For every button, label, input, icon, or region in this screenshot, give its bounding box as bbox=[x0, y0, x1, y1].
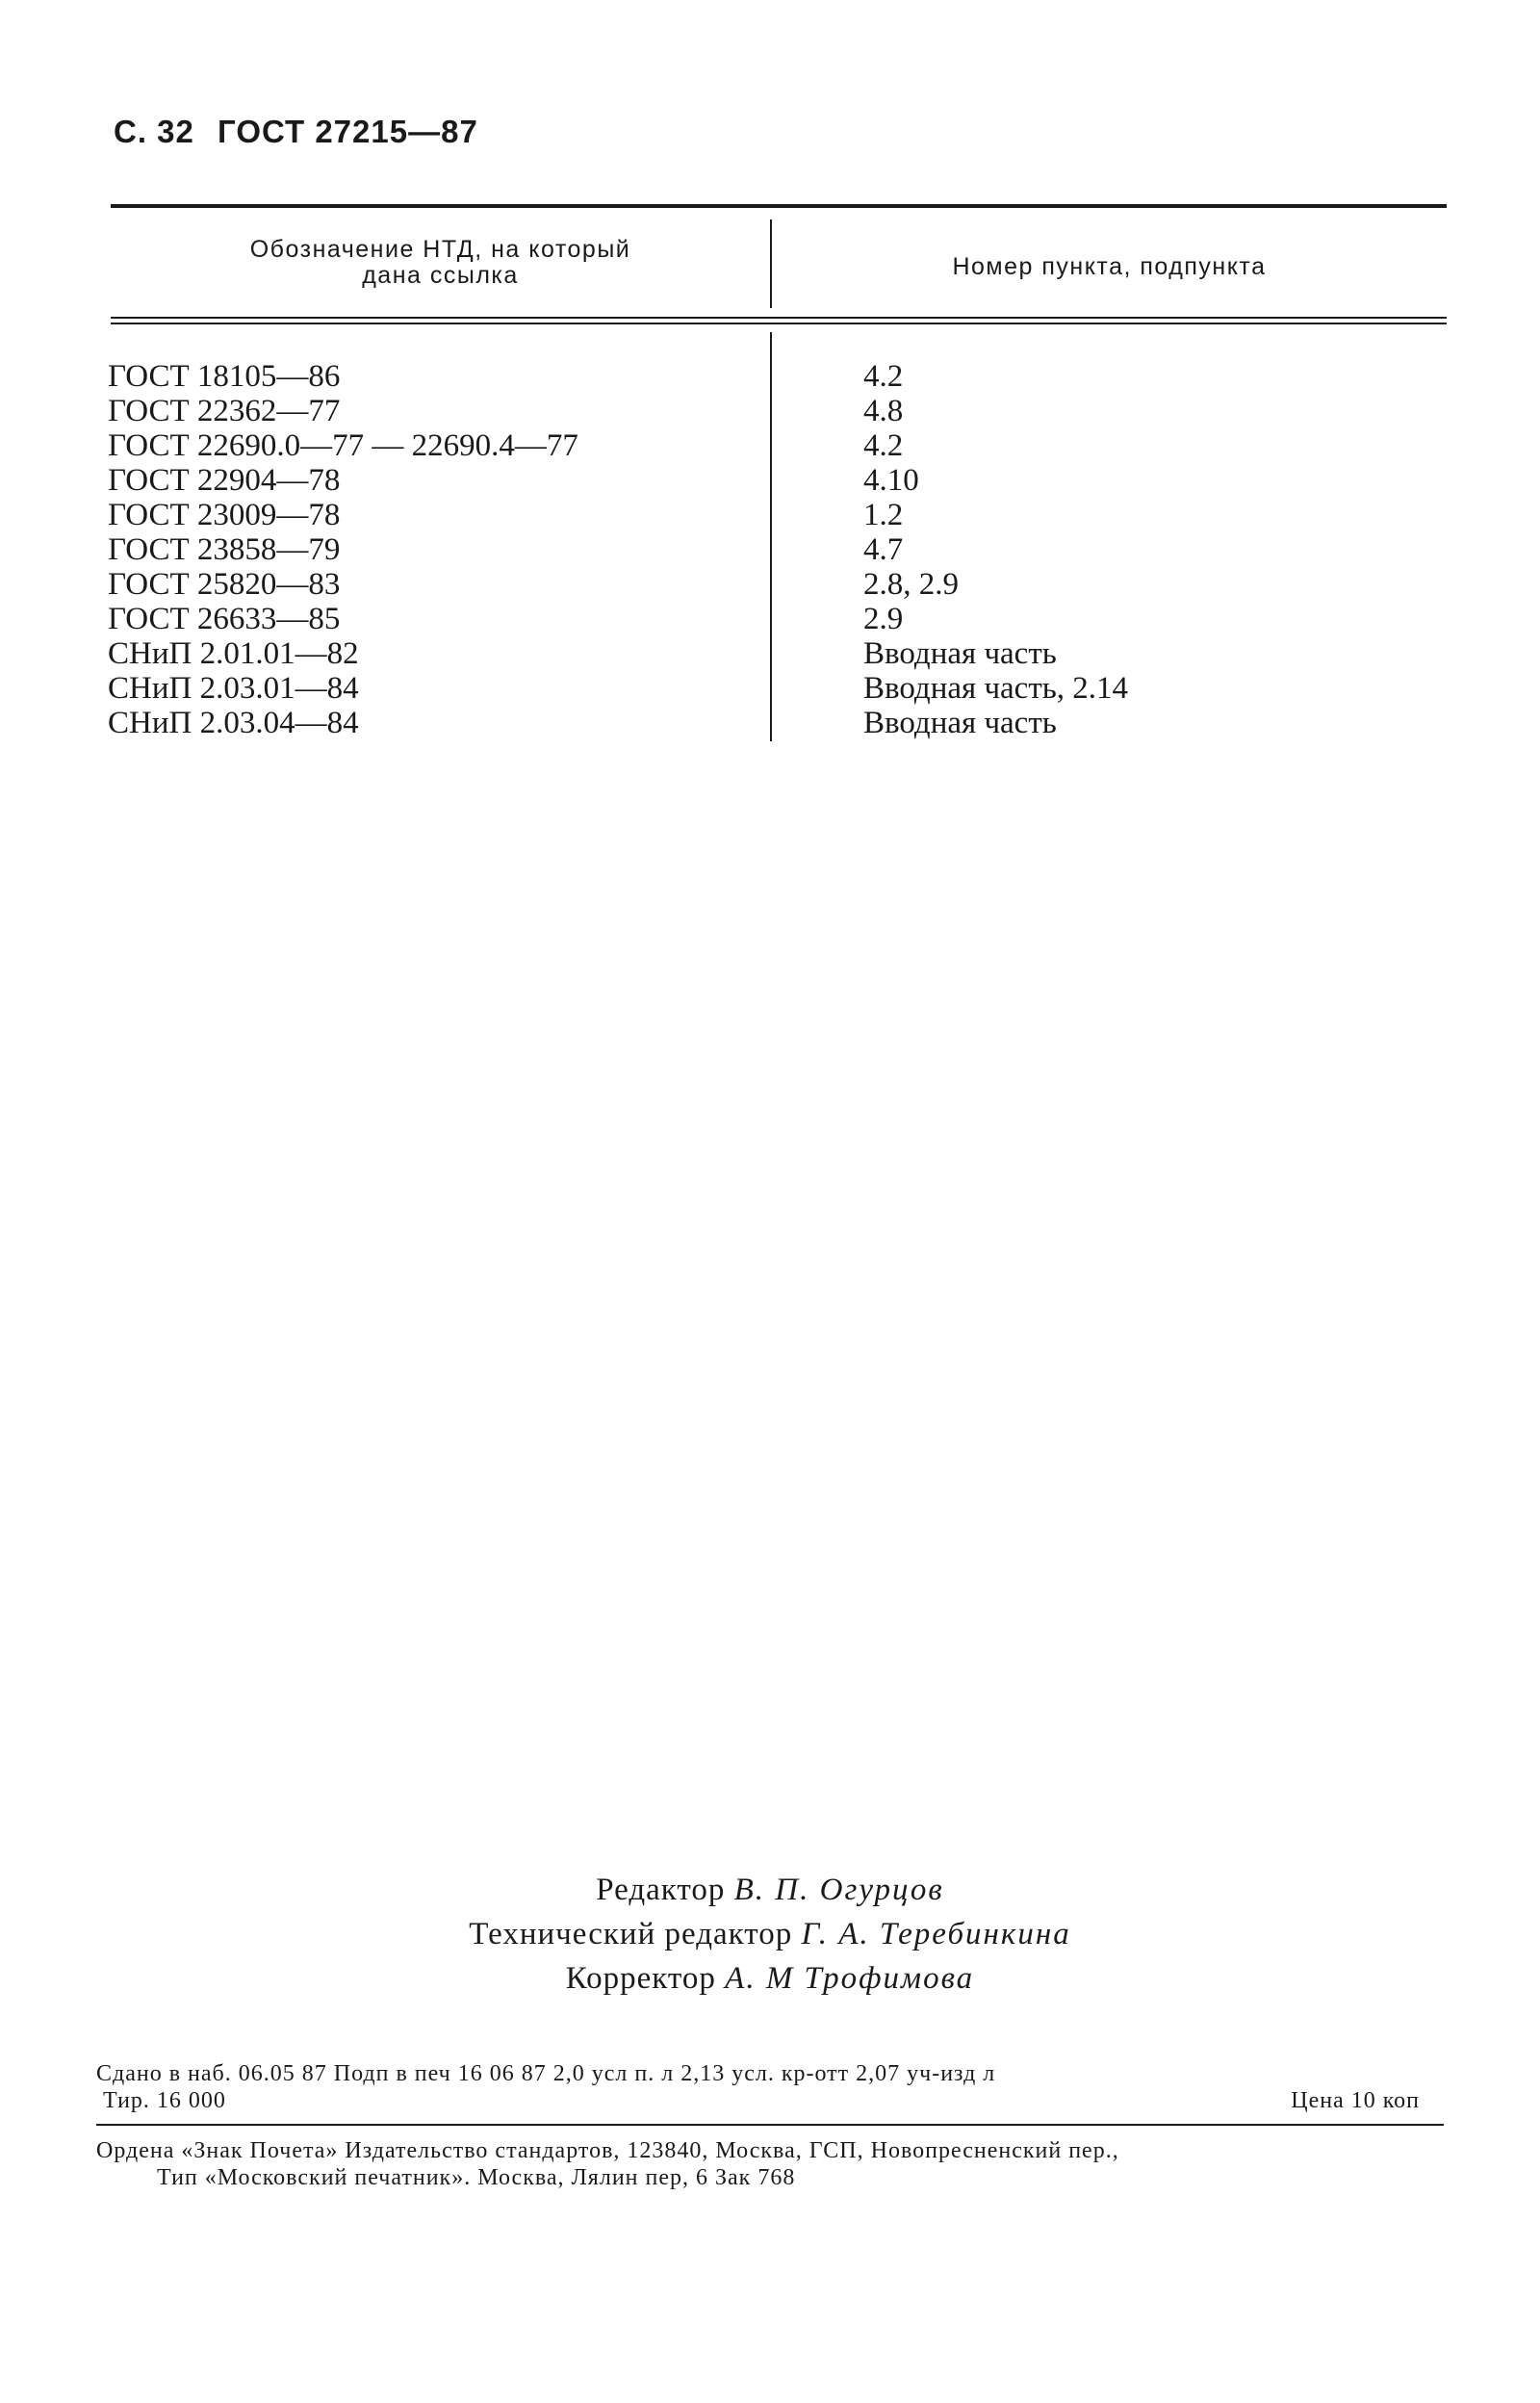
column-divider-body bbox=[770, 332, 772, 741]
imprint-rule bbox=[96, 2124, 1444, 2126]
table-top-rule bbox=[111, 204, 1447, 208]
column-header-document-line2: дана ссылка bbox=[362, 262, 519, 289]
clause-cell: 2.8, 2.9 bbox=[863, 567, 959, 602]
corrector-role: Корректор bbox=[565, 1961, 716, 1996]
tech-editor-name: Г. А. Теребинкина bbox=[801, 1917, 1071, 1951]
editor-line bbox=[0, 1868, 1540, 1912]
document-cell: СНиП 2.03.01—84 bbox=[108, 671, 359, 706]
document-cell: ГОСТ 23009—78 bbox=[108, 498, 341, 532]
corrector-name: А. М Трофимова bbox=[725, 1961, 975, 1996]
clause-cell: 4.2 bbox=[863, 359, 904, 394]
document-cell: ГОСТ 25820—83 bbox=[108, 567, 341, 602]
clause-cell: Вводная часть bbox=[863, 636, 1057, 671]
tech-editor-line bbox=[0, 1912, 1540, 1956]
editor-name: В. П. Огурцов bbox=[733, 1873, 944, 1907]
clause-cell: Вводная часть bbox=[863, 706, 1057, 740]
column-header-document bbox=[111, 237, 770, 289]
clause-cell: 2.9 bbox=[863, 602, 904, 636]
document-cell: ГОСТ 22362—77 bbox=[108, 394, 341, 428]
clause-cell: 4.7 bbox=[863, 532, 904, 567]
document-list bbox=[108, 359, 578, 740]
standard-designation: ГОСТ 27215—87 bbox=[218, 114, 478, 149]
clause-cell: 1.2 bbox=[863, 498, 904, 532]
table-header-rule-2 bbox=[111, 323, 1447, 324]
document-cell: ГОСТ 26633—85 bbox=[108, 602, 341, 636]
imprint-line-2-left: Тир. 16 000 bbox=[103, 2088, 226, 2113]
clause-cell: 4.8 bbox=[863, 394, 904, 428]
document-cell: СНиП 2.01.01—82 bbox=[108, 636, 359, 671]
imprint-line-4: Тип «Московский печатник». Москва, Лялин пер, 6 Зак 768 bbox=[157, 2165, 796, 2190]
page-number: С. 32 bbox=[114, 114, 194, 149]
tech-editor-role: Технический редактор bbox=[469, 1917, 793, 1951]
corrector-line bbox=[0, 1956, 1540, 2001]
clause-cell: Вводная часть, 2.14 bbox=[863, 671, 1129, 706]
document-cell: ГОСТ 22690.0—77 — 22690.4—77 bbox=[108, 428, 578, 463]
document-cell: ГОСТ 23858—79 bbox=[108, 532, 341, 567]
clause-cell: 4.10 bbox=[863, 463, 919, 498]
credits-block bbox=[0, 1868, 1540, 2001]
imprint-line-2-right: Цена 10 коп bbox=[1291, 2088, 1420, 2113]
imprint-line-1: Сдано в наб. 06.05 87 Подп в печ 16 06 87 2,0 усл п. л 2,13 усл. кр-отт 2,07 уч-изд л bbox=[96, 2061, 996, 2086]
document-cell: ГОСТ 22904—78 bbox=[108, 463, 341, 498]
page-header bbox=[114, 114, 492, 150]
clause-cell: 4.2 bbox=[863, 428, 904, 463]
table-header-rule-1 bbox=[111, 317, 1447, 319]
document-cell: СНиП 2.03.04—84 bbox=[108, 706, 359, 740]
imprint-line-3: Ордена «Знак Почета» Издательство стандартов, 123840, Москва, ГСП, Новопресненский пер., bbox=[96, 2138, 1119, 2163]
document-cell: ГОСТ 18105—86 bbox=[108, 359, 341, 394]
column-header-document-line1: Обозначение НТД, на который bbox=[249, 236, 631, 263]
editor-role: Редактор bbox=[596, 1873, 726, 1907]
clause-list bbox=[863, 359, 1128, 740]
column-header-clause: Номер пункта, подпункта bbox=[952, 253, 1267, 280]
